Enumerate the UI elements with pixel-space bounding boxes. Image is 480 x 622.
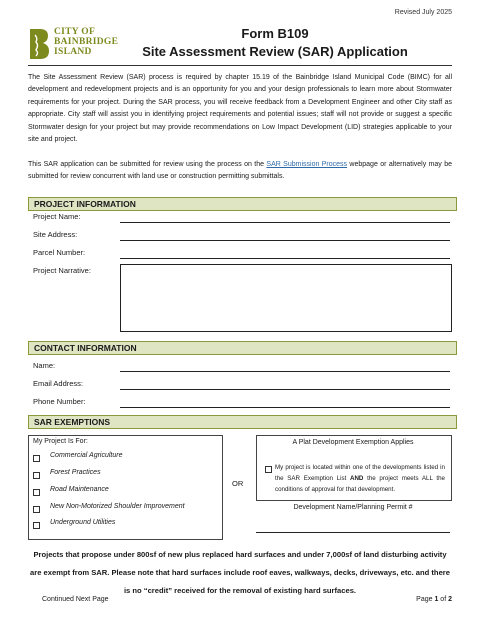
contact-name-label: Name: xyxy=(33,361,56,370)
page-total: 2 xyxy=(448,596,452,603)
shoulder-improvement-checkbox[interactable] xyxy=(33,506,40,513)
page-of: of xyxy=(438,596,449,603)
project-narrative-label: Project Narrative: xyxy=(33,266,91,275)
email-label: Email Address: xyxy=(33,379,84,388)
submission-text: This SAR application can be submitted for review using the process on the xyxy=(28,161,267,168)
project-narrative-field[interactable] xyxy=(120,264,452,332)
parcel-number-field[interactable] xyxy=(120,258,450,259)
shoulder-improvement-label: New Non-Motorized Shoulder Improvement xyxy=(50,503,185,510)
plat-exemption-checkbox[interactable] xyxy=(265,466,272,473)
page-indicator xyxy=(416,596,452,603)
page-current: 1 xyxy=(434,596,439,603)
submission-paragraph xyxy=(28,159,452,184)
phone-field[interactable] xyxy=(120,407,450,408)
or-label: OR xyxy=(232,479,244,488)
project-name-field[interactable] xyxy=(120,222,450,223)
project-name-label: Project Name: xyxy=(33,212,81,221)
plat-exemption-title: A Plat Development Exemption Applies xyxy=(292,439,414,446)
exemption-type-title: My Project Is For: xyxy=(33,438,88,445)
site-address-label: Site Address: xyxy=(33,230,78,239)
header-divider xyxy=(28,65,452,66)
forest-practices-label: Forest Practices xyxy=(50,469,101,476)
exemption-notice: Projects that propose under 800sf of new plus replaced hard surfaces and under 7,000sf of land disturbing activity are exempt from SAR. Please note that hard surfaces include roof eaves, walkways, decks, driveways, etc. and there is no “credit” received for the removal of existing hard surfaces. xyxy=(30,550,450,595)
logo-line-3: ISLAND xyxy=(54,47,92,57)
plat-text-part-2: the project meets ALL the conditions of approval for that development. xyxy=(275,475,445,493)
intro-paragraph: The Site Assessment Review (SAR) process is required by chapter 15.19 of the Bainbridge Island Municipal Code (BIMC) for all development and redevelopment projects and is an opportunity for you and your design professionals to learn more about Stormwater requirements for your project. During the SAR process, you will receive feedback from a Development Engineer and other City staff as appropriate. City staff will assist you in identifying project requirements and potential issues; staff will not provide or suggest a specific Stormwater design for your project but may provide recommendations on Low Impact Development (LID) strategies applicable to your site and project. xyxy=(28,74,452,144)
permit-number-field[interactable] xyxy=(256,532,450,533)
underground-utilities-label: Underground Utilities xyxy=(50,519,116,526)
plat-text-part-1: My project is located within one of the developments listed in the SAR Exemption List xyxy=(275,464,445,482)
plat-text-and: AND xyxy=(350,475,364,482)
logo-line-2: BAINBRIDGE xyxy=(54,37,119,47)
phone-label: Phone Number: xyxy=(33,397,86,406)
contact-info-heading: CONTACT INFORMATION xyxy=(28,341,457,355)
form-number: Form B109 xyxy=(241,26,309,41)
email-field[interactable] xyxy=(120,389,450,390)
plat-exemption-text xyxy=(275,462,445,495)
contact-name-field[interactable] xyxy=(120,371,450,372)
site-address-field[interactable] xyxy=(120,240,450,241)
road-maintenance-label: Road Maintenance xyxy=(50,486,109,493)
form-title: Site Assessment Review (SAR) Application xyxy=(142,44,408,59)
sar-exemptions-heading: SAR EXEMPTIONS xyxy=(28,415,457,429)
submission-text-end: webpage or alternatively may be submitted for review concurrent with land use or construction permitting submittals. xyxy=(28,161,452,181)
page-prefix: Page xyxy=(416,596,435,603)
permit-number-label: Development Name/Planning Permit # xyxy=(293,504,413,511)
project-info-heading: PROJECT INFORMATION xyxy=(28,197,457,211)
commercial-agriculture-checkbox[interactable] xyxy=(33,455,40,462)
revision-date: Revised July 2025 xyxy=(394,9,452,16)
forest-practices-checkbox[interactable] xyxy=(33,472,40,479)
commercial-agriculture-label: Commercial Agriculture xyxy=(50,452,123,459)
underground-utilities-checkbox[interactable] xyxy=(33,522,40,529)
logo-line-1: CITY OF xyxy=(54,27,96,37)
continued-note: Continued Next Page xyxy=(42,596,109,603)
road-maintenance-checkbox[interactable] xyxy=(33,489,40,496)
sar-submission-link[interactable]: SAR Submission Process xyxy=(266,161,348,168)
parcel-number-label: Parcel Number: xyxy=(33,248,86,257)
